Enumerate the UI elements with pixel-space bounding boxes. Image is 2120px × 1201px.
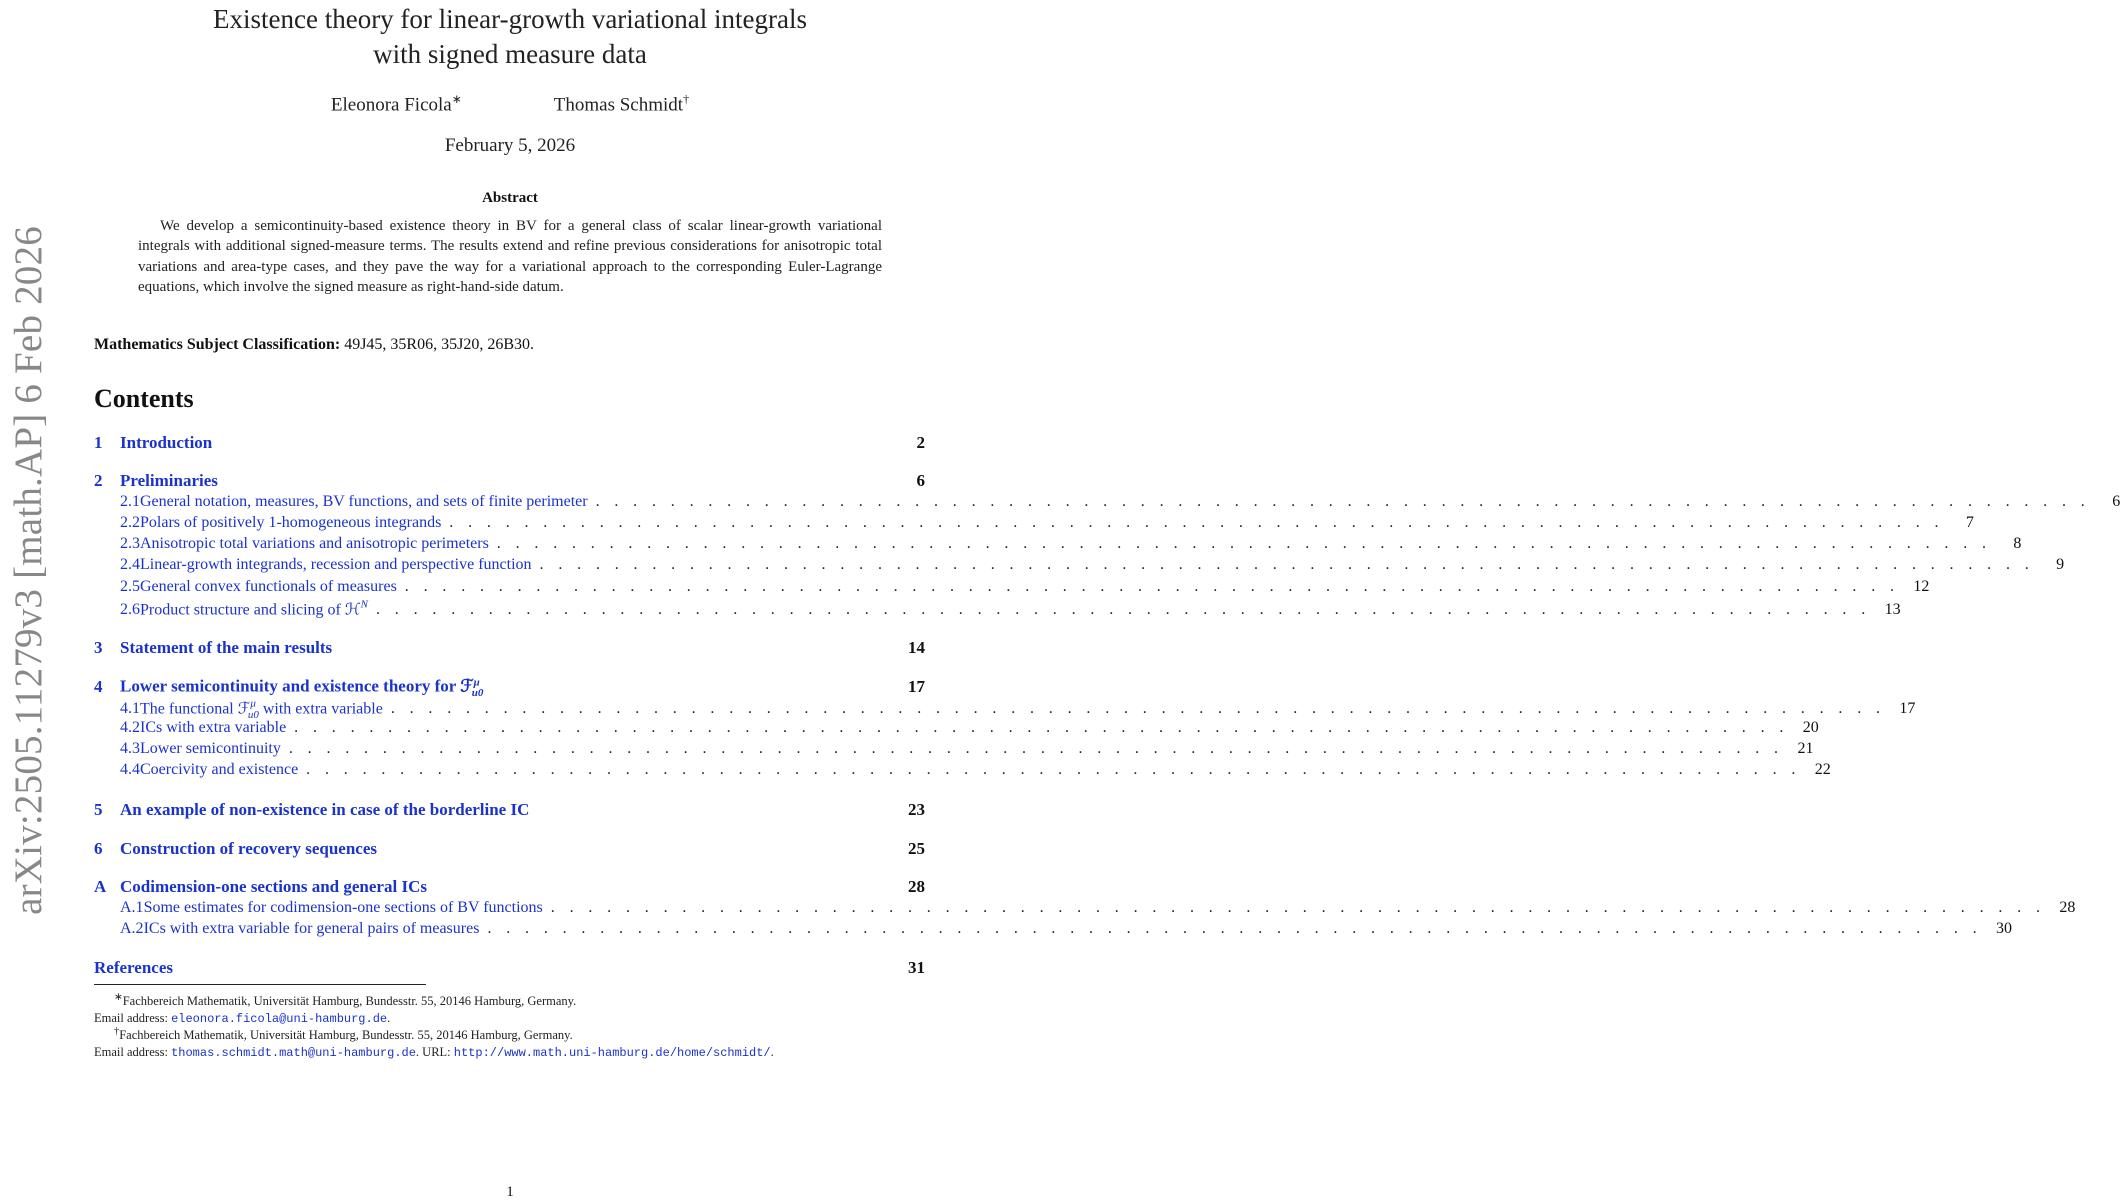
- toc-entry-label: [140, 740, 281, 758]
- author-2-mark: †: [683, 92, 690, 106]
- toc-entry-superscript: μ: [473, 676, 480, 688]
- toc-entry-4-2[interactable]: [94, 719, 1819, 739]
- toc-entry-math: [471, 676, 484, 700]
- toc-entry-number: 2.6: [120, 601, 140, 619]
- toc-entry-label: [120, 800, 529, 820]
- toc-entry-page: 25: [908, 839, 925, 858]
- toc-entry-label-text: Coercivity and existence: [140, 761, 299, 778]
- toc-entry-label-suffix: with extra variable: [258, 700, 383, 718]
- toc-entry-page: 17: [1899, 700, 1916, 718]
- toc-entry-label-text: An example of non-existence in case of the borderline IC: [120, 800, 530, 819]
- abstract-body: We develop a semicontinuity-based existence theory in BV for a general class of scalar linear-growth variational integrals with additional signed-measure terms. The results extend and refine previous considerations for anisotropic total variations and area-type cases, and they pave the way for a variational approach to the corresponding Euler-Lagrange equations, which involve the signed measure as right-hand-side datum.: [138, 218, 882, 295]
- arxiv-side-stamp: [2, 225, 54, 915]
- toc-entry-3[interactable]: [94, 638, 925, 658]
- toc-entry-label: [140, 698, 383, 721]
- toc-entry-label: [140, 578, 397, 596]
- toc-leader-dots: . . . . . . . . . . . . . . . . . . . . . . . . . . . . . . . . . . . . . . . . . . . . . . . . . . . . . . . . . . . . . . . . . . . . . . . . . . . . . . . .: [449, 514, 1944, 531]
- toc-entry-2-6[interactable]: [94, 599, 1901, 619]
- toc-leader-dots: . . . . . . . . . . . . . . . . . . . . . . . . . . . . . . . . . . . . . . . . . . . . . . . . . . . . . . . . . . . . . . . . . . . . . . . . . . . . . . . .: [376, 601, 1871, 619]
- toc-entry-page: 8: [2013, 535, 2022, 552]
- author-1-mark: ∗: [451, 92, 462, 106]
- toc-entry-label-text: General convex functionals of measures: [140, 578, 397, 595]
- toc-entry-number: 3: [94, 638, 103, 657]
- toc-entry-4[interactable]: [94, 676, 925, 700]
- toc-entry-page: 6: [2112, 493, 2120, 510]
- toc-entry-page: 31: [908, 958, 925, 977]
- toc-entry-label: [120, 471, 218, 491]
- toc-entry-label-text: The functional ℱ: [140, 700, 251, 718]
- toc-entry-number: 4.4: [120, 761, 140, 778]
- msc-line: [94, 336, 924, 354]
- footnote-2-text: Fachbereich Mathematik, Universität Hamburg, Bundesstr. 55, 20146 Hamburg, Germany.: [119, 1028, 573, 1043]
- toc-entry-page: 22: [1814, 761, 1831, 778]
- toc-entry-number: 1: [94, 433, 103, 452]
- toc-entry-page: 30: [1996, 920, 2013, 937]
- toc-entry-number: A.1: [120, 899, 144, 916]
- toc-entry-label-text: General notation, measures, BV functions, and sets of finite perimeter: [140, 493, 588, 510]
- toc-entry-label-text: Statement of the main results: [120, 638, 333, 657]
- author-1: [331, 92, 462, 116]
- toc-entry-A-1[interactable]: [94, 899, 2076, 919]
- toc-leader-dots: . . . . . . . . . . . . . . . . . . . . . . . . . . . . . . . . . . . . . . . . . . . . . . . . . . . . . . . . . . . . . . . . . . . . . . . . . . . . . . . .: [496, 535, 1992, 552]
- toc-leader-dots: . . . . . . . . . . . . . . . . . . . . . . . . . . . . . . . . . . . . . . . . . . . . . . . . . . . . . . . . . . . . . . . . . . . . . . . . . . . . . . . .: [550, 899, 2046, 916]
- footnote-2-url[interactable]: http://www.math.uni-hamburg.de/home/schmidt/: [453, 1046, 771, 1061]
- toc-leader-dots: . . . . . . . . . . . . . . . . . . . . . . . . . . . . . . . . . . . . . . . . . . . . . . . . . . . . . . . . . . . . . . . . . . . . . . . . . . . . . . . .: [288, 740, 1784, 757]
- toc-entry-2-5[interactable]: [94, 578, 1930, 598]
- arxiv-identifier: arXiv:2505.11279v3 [math.AP] 6 Feb 2026: [6, 225, 50, 915]
- toc-entry-A-2[interactable]: [94, 920, 2013, 940]
- toc-entry-number: 4.3: [120, 740, 140, 757]
- toc-entry-label-text: Polars of positively 1-homogeneous integrands: [140, 514, 442, 531]
- toc-entry-number: 2.1: [120, 493, 140, 510]
- toc-entry-2-1[interactable]: [94, 493, 2120, 513]
- footnote-rule: [94, 984, 426, 985]
- toc-entry-label: [120, 638, 332, 658]
- toc-entry-4-1[interactable]: [94, 698, 1916, 721]
- toc-entry-label: [140, 761, 298, 779]
- toc-entry-label-text: References: [94, 958, 173, 977]
- footnote-1-text: Fachbereich Mathematik, Universität Hamburg, Bundesstr. 55, 20146 Hamburg, Germany.: [122, 994, 577, 1009]
- footnote-2-url-label: URL:: [422, 1045, 451, 1060]
- author-list: [95, 92, 925, 116]
- toc-leader-dots: . . . . . . . . . . . . . . . . . . . . . . . . . . . . . . . . . . . . . . . . . . . . . . . . . . . . . . . . . . . . . . . . . . . . . . . . . . . . . . . .: [294, 719, 1789, 736]
- toc-leader-dots: . . . . . . . . . . . . . . . . . . . . . . . . . . . . . . . . . . . . . . . . . . . . . . . . . . . . . . . . . . . . . . . . . . . . . . . . . . . . . . . .: [595, 493, 2091, 510]
- toc-entry-label-text: ICs with extra variable for general pairs of measures: [143, 920, 480, 937]
- toc-entry-superscript: N: [360, 599, 368, 611]
- toc-entry-label: [140, 514, 441, 532]
- toc-entry-4-3[interactable]: [94, 740, 1814, 760]
- page-number: 1: [506, 1184, 514, 1200]
- toc-entry-page: 23: [908, 800, 925, 819]
- author-2: [554, 92, 689, 116]
- toc-entry-2-2[interactable]: [94, 514, 1974, 534]
- toc-entry-label: [140, 493, 588, 511]
- abstract-heading: Abstract: [482, 190, 538, 206]
- footnote-2-email-label: Email address:: [94, 1045, 168, 1060]
- toc-entry-label-text: Lower semicontinuity: [140, 740, 281, 757]
- toc-entry-page: 6: [916, 471, 925, 490]
- toc-entry-number: A: [94, 877, 107, 896]
- toc-entry-label-text: Some estimates for codimension-one sections of BV functions: [143, 899, 543, 916]
- toc-entry-number: 2: [94, 471, 103, 490]
- contents-heading: Contents: [94, 384, 194, 413]
- toc-entry-label-text: Introduction: [120, 433, 213, 452]
- toc-entry-2-4[interactable]: [94, 556, 2065, 576]
- toc-entry-page: 13: [1884, 601, 1901, 619]
- footnote-1: ∗Fachbereich Mathematik, Universität Hamburg, Bundesstr. 55, 20146 Hamburg, Germany. Email address: eleonora.ficola@uni-hamburg.de.: [94, 992, 577, 1027]
- toc-entry-label: [120, 839, 377, 859]
- toc-entry-label: [120, 433, 212, 453]
- toc-entry-superscript: μ: [250, 698, 256, 710]
- toc-entry-subscript: u0: [471, 687, 484, 700]
- toc-entry-page: 14: [908, 638, 925, 657]
- toc-entry-label-text: Construction of recovery sequences: [120, 839, 378, 858]
- toc-entry-4-4[interactable]: [94, 761, 1831, 781]
- toc-entry-2-3[interactable]: [94, 535, 2022, 555]
- toc-leader-dots: . . . . . . . . . . . . . . . . . . . . . . . . . . . . . . . . . . . . . . . . . . . . . . . . . . . . . . . . . . . . . . . . . . . . . . . . . . . . . . . .: [390, 700, 1886, 718]
- toc-entry-page: 20: [1802, 719, 1819, 736]
- toc-entry-label: [144, 899, 543, 917]
- toc-entry-A[interactable]: [94, 877, 925, 897]
- toc-entry-number: 5: [94, 800, 103, 819]
- toc-entry-page: 12: [1913, 578, 1930, 595]
- footnote-1-email[interactable]: eleonora.ficola@uni-hamburg.de: [171, 1012, 388, 1027]
- toc-leader-dots: . . . . . . . . . . . . . . . . . . . . . . . . . . . . . . . . . . . . . . . . . . . . . . . . . . . . . . . . . . . . . . . . . . . . . . . . . . . . . . . .: [487, 920, 1983, 937]
- toc-entry-label: [94, 958, 173, 978]
- toc-entry-number: 6: [94, 839, 103, 858]
- toc-entry-2[interactable]: [94, 471, 925, 491]
- toc-entry-label: [140, 719, 286, 737]
- toc-entry-number: 4.2: [120, 719, 140, 736]
- toc-entry-label: [140, 535, 489, 553]
- toc-entry-number: 4.1: [120, 700, 140, 718]
- title-line-1: Existence theory for linear-growth variational integrals: [213, 4, 807, 34]
- toc-entry-number: 4: [94, 676, 103, 696]
- toc-leader-dots: . . . . . . . . . . . . . . . . . . . . . . . . . . . . . . . . . . . . . . . . . . . . . . . . . . . . . . . . . . . . . . . . . . . . . . . . . . . . . . . .: [404, 578, 1900, 595]
- toc-entry-label-text: Lower semicontinuity and existence theory for ℱ: [120, 676, 474, 696]
- footnote-2-email[interactable]: thomas.schmidt.math@uni-hamburg.de: [171, 1046, 416, 1061]
- toc-entry-subscript: u0: [247, 708, 259, 721]
- msc-label: Mathematics Subject Classification:: [94, 336, 341, 353]
- toc-entry-page: 21: [1797, 740, 1814, 757]
- toc-entry-5[interactable]: [94, 800, 925, 820]
- toc-entry-math: [361, 601, 368, 618]
- toc-entry-label: [120, 877, 427, 897]
- toc-entry-references[interactable]: [94, 958, 925, 978]
- footnote-2-mark: †: [114, 1026, 120, 1037]
- title-line-2: with signed measure data: [373, 39, 647, 69]
- toc-leader-dots: . . . . . . . . . . . . . . . . . . . . . . . . . . . . . . . . . . . . . . . . . . . . . . . . . . . . . . . . . . . . . . . . . . . . . . . . . . . . . . . .: [539, 556, 2035, 573]
- toc-entry-label: [140, 556, 532, 574]
- toc-entry-page: 7: [1965, 514, 1974, 531]
- toc-entry-math: [247, 698, 259, 721]
- toc-entry-number: 2.2: [120, 514, 140, 531]
- toc-entry-label-text: Product structure and slicing of ℋ: [140, 601, 361, 619]
- toc-entry-number: A.2: [120, 920, 144, 937]
- toc-entry-label: [120, 676, 483, 699]
- toc-entry-page: 17: [908, 676, 925, 696]
- footnote-1-email-label: Email address:: [94, 1011, 168, 1026]
- toc-entry-number: 2.4: [120, 556, 140, 573]
- paper-title: [95, 2, 925, 72]
- toc-entry-page: 9: [2056, 556, 2065, 573]
- toc-leader-dots: . . . . . . . . . . . . . . . . . . . . . . . . . . . . . . . . . . . . . . . . . . . . . . . . . . . . . . . . . . . . . . . . . . . . . . . . . . . . . . . .: [306, 761, 1801, 778]
- toc-entry-label-text: Anisotropic total variations and anisotropic perimeters: [140, 535, 489, 552]
- toc-entry-label-text: Codimension-one sections and general ICs: [120, 877, 427, 896]
- author-1-name: Eleonora Ficola: [330, 94, 452, 116]
- toc-entry-6[interactable]: [94, 839, 925, 859]
- footnote-2: †Fachbereich Mathematik, Universität Hamburg, Bundesstr. 55, 20146 Hamburg, Germany. Email address: thomas.schmidt.math@uni-hamburg.de. URL: http://www.math.uni-hamburg.de/home/schmidt/.: [94, 1026, 774, 1061]
- paper-date: February 5, 2026: [444, 135, 576, 156]
- msc-codes: 49J45, 35R06, 35J20, 26B30.: [344, 336, 534, 353]
- toc-entry-number: 2.3: [120, 535, 140, 552]
- toc-entry-page: 2: [916, 433, 925, 452]
- toc-entry-label: [144, 920, 480, 938]
- footnote-1-mark: ∗: [114, 992, 123, 1003]
- toc-entry-page: 28: [2059, 899, 2076, 916]
- author-2-name: Thomas Schmidt: [553, 94, 684, 116]
- toc-entry-page: 28: [908, 877, 925, 896]
- toc-entry-label-text: Preliminaries: [120, 471, 218, 490]
- toc-entry-label-text: Linear-growth integrands, recession and perspective function: [140, 556, 532, 573]
- toc-entry-label-text: ICs with extra variable: [140, 719, 287, 736]
- toc-entry-1[interactable]: [94, 433, 925, 453]
- toc-entry-number: 2.5: [120, 578, 140, 595]
- toc-entry-label: [140, 599, 368, 619]
